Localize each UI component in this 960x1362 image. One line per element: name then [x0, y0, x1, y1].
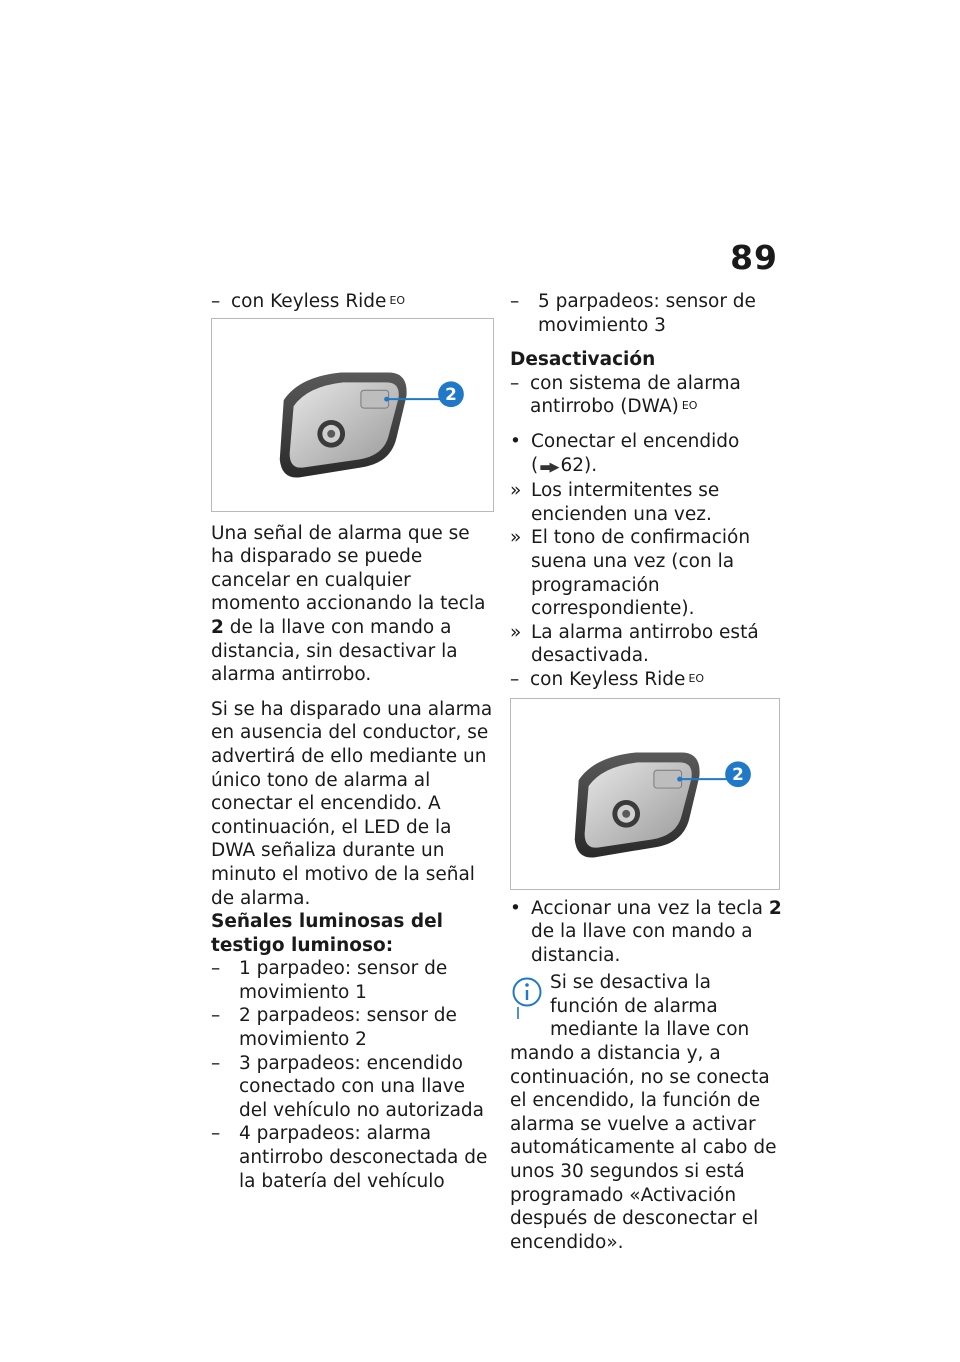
step-press-key: • Accionar una vez la tecla 2 de la llave con mando a distancia. — [510, 897, 782, 966]
key-fob-illustration — [212, 319, 493, 511]
page-reference-arrow-icon: ▬▶ — [539, 459, 558, 475]
right-column — [510, 290, 782, 1254]
paragraph-alarm-absent: Si se ha disparado una alarma en ausencia del conductor, se advertirá de ello mediante un único tono de alarma al conectar el encendido. A continuación, el LED de la DWA señaliza durante un minuto el motivo de la señal de alarma. — [211, 698, 493, 909]
paragraph-cancel-alarm: Una señal de alarma que se ha disparado se puede cancelar en cualquier momento accionando la tecla 2 de la llave con mando a distancia, sin desactivar la alarma antirrobo. — [211, 522, 486, 686]
signal-item: – 1 parpadeo: sensor de movimiento 1 — [211, 958, 448, 1003]
key-reference: 2 — [768, 897, 782, 919]
left-column — [211, 290, 494, 1193]
result-item: » La alarma antirrobo está desactivada. — [510, 621, 759, 667]
key-fob-figure — [510, 698, 780, 890]
keyless-ride-label: – con Keyless Ride $^{EO}$ — [510, 668, 705, 690]
page-number: 89 — [730, 238, 778, 277]
signal-item: – 4 parpadeos: alarma antirrobo desconectada de la batería del vehículo — [211, 1123, 488, 1192]
svg-text:2: 2 — [732, 763, 744, 784]
key-fob-figure — [211, 318, 494, 512]
deactivation-heading: Desactivación — [510, 349, 656, 371]
step-connect-ignition: • Conectar el encendido (▬▶ 62). — [510, 430, 782, 479]
result-item: » El tono de confirmación suena una vez (con la programación correspondiente). — [510, 527, 751, 620]
dash-mark: – — [211, 291, 221, 312]
svg-text:2: 2 — [445, 383, 457, 404]
keyless-ride-label: – con Keyless Ride $^{EO}$ — [211, 291, 406, 312]
key-reference: 2 — [211, 616, 224, 638]
optional-equipment-marker: EO — [389, 294, 406, 307]
info-note — [510, 971, 782, 1254]
optional-equipment-marker: EO — [688, 671, 705, 685]
signal-item: – 3 parpadeos: encendido conectado con una llave del vehículo no autorizada — [211, 1052, 485, 1121]
info-icon — [510, 975, 544, 1021]
note-text: Si se desactiva la función de alarma mediante la llave con mando a distancia y, a continuación, no se conecta el encendido, la función de alarma se vuelve a activar automáticamente al cabo de unos 30 segundos si está programado «Activación después de desconectar el encendido». — [510, 972, 777, 1253]
dwa-label: – con sistema de alarma antirrobo (DWA) $^{EO}$ — [510, 372, 741, 418]
signal-item: – 2 parpadeos: sensor de movimiento 2 — [211, 1005, 457, 1051]
signal-item: – 5 parpadeos: sensor de movimiento 3 — [510, 291, 756, 336]
key-fob-illustration — [511, 699, 779, 889]
optional-equipment-marker: EO — [681, 399, 698, 413]
signals-heading: Señales luminosas del testigo luminoso: — [211, 911, 443, 956]
page-reference: 62). — [560, 454, 598, 476]
result-item: » Los intermitentes se encienden una vez. — [510, 480, 720, 525]
